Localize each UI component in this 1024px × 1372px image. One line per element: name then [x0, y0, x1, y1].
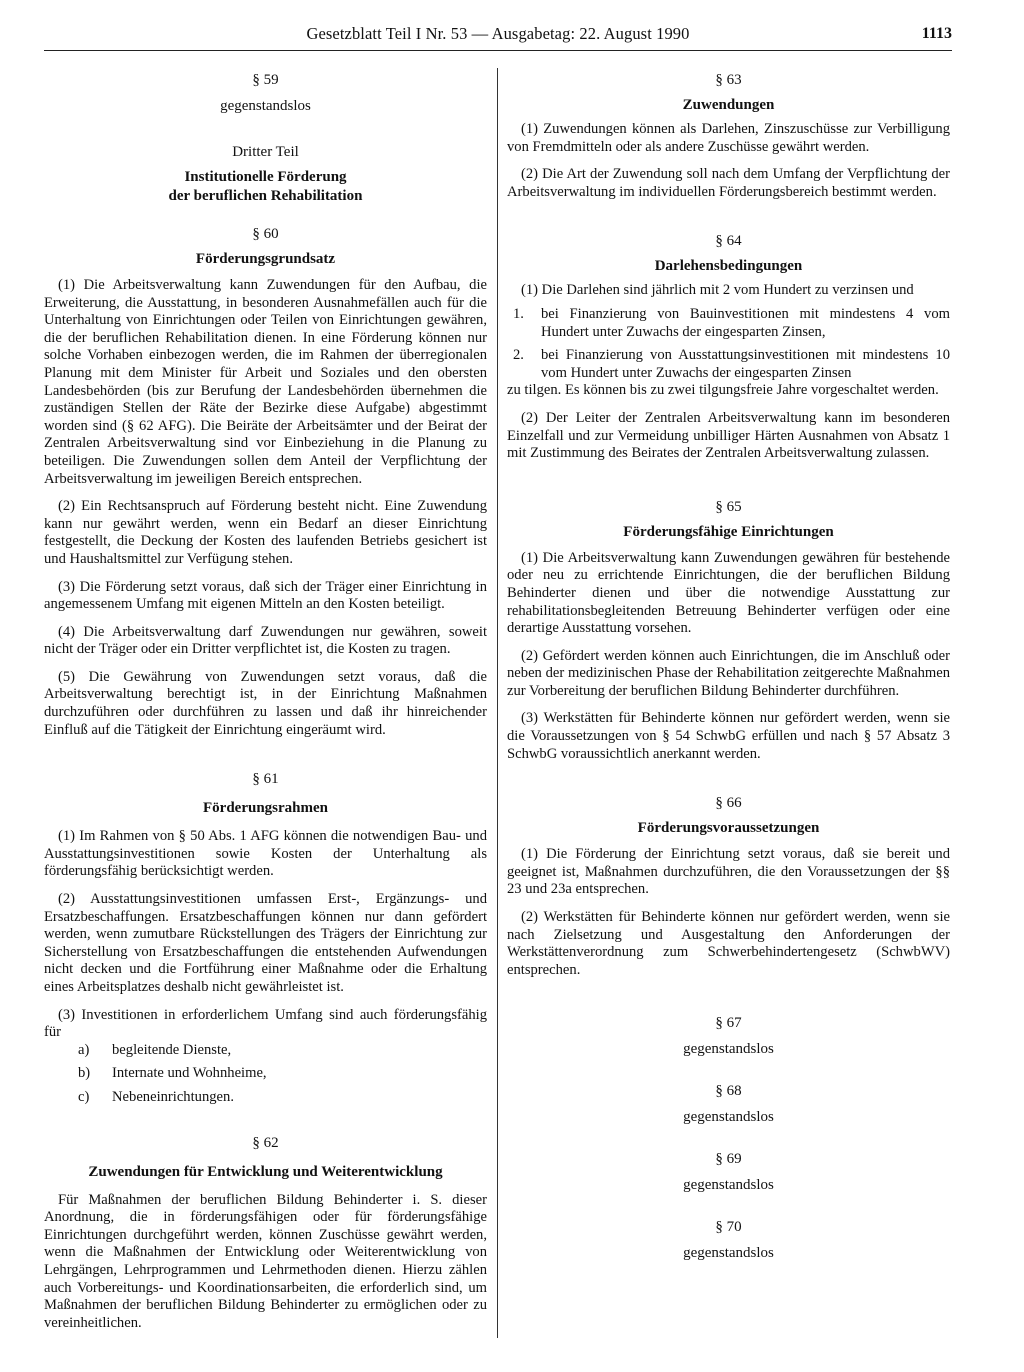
section-61-list [44, 1042, 487, 1107]
list-item-label: c) [78, 1088, 90, 1105]
section-63-number: § 63 [715, 72, 742, 88]
section-61-title: Förderungsrahmen [203, 800, 328, 817]
section-62-title: Zuwendungen für Entwicklung und Weiterentwicklung [88, 1163, 443, 1180]
header-title: Gesetzblatt Teil I Nr. 53 — Ausgabetag: 22. August 1990 [306, 24, 690, 43]
section-59-number: § 59 [252, 72, 279, 88]
list-item-label: a) [78, 1041, 90, 1058]
right-column [507, 70, 950, 1263]
section-68-text: gegenstandslos [683, 1109, 774, 1126]
section-65-para-1: (1) Die Arbeitsverwaltung kann Zuwendungen gewähren für bestehende oder neu zu errichtende Einrichtungen, die der beruflichen Bildung Behinderter dienen und über die notwendige Ausstattung zur rehabilitationsbegleitenden Betreuung Behinderter verfügen oder eine derartige Ausstattung vorsehen. [507, 549, 950, 637]
section-60-para-2: (2) Ein Rechtsanspruch auf Förderung besteht nicht. Eine Zuwendung kann nur gewährt werden, wenn ein Bedarf an dieser Einrichtung festgestellt, die Deckung der Kosten des laufenden Betriebs gesichert ist und Haushaltsmittel zur Verfügung stehen. [44, 498, 487, 567]
section-59-text: gegenstandslos [220, 98, 311, 114]
list-item-text: begleitende Dienste, [112, 1041, 232, 1058]
section-63-para-2: (2) Die Art der Zuwendung soll nach dem Umfang der Verpflichtung der Arbeitsverwaltung im individuellen Förderungsbereich bestimmt werden. [507, 166, 950, 200]
section-60-title: Förderungsgrundsatz [195, 251, 336, 267]
left-column [44, 70, 487, 1332]
section-69-text: gegenstandslos [683, 1177, 774, 1194]
section-65-para-3: (3) Werkstätten für Behinderte können nur gefördert werden, wenn sie die Voraussetzungen von § 54 SchwbG erfüllen und nach § 57 Absatz 3 SchwbG voraussichtlich anerkannt werden. [507, 710, 950, 762]
section-67-number: § 67 [715, 1015, 742, 1032]
section-61-para-2: (2) Ausstattungsinvestitionen umfassen Erst-, Ergänzungs- und Ersatzbeschaffungen. Ersatzbeschaffungen können nur dann gefördert werden, wenn zumutbare Rückstellungen des Trägers der Einrichtung zur Sicherstellung von Ersatzbeschaffungen die entstehenden Aufwendungen nicht decken und die Fortführung einer Maßnahme oder die Erhaltung eines Arbeitsplatzes deshalb nicht gewährleistet ist. [44, 891, 487, 995]
section-61-para-1: (1) Im Rahmen von § 50 Abs. 1 AFG können die notwendigen Bau- und Ausstattungsinvestitionen sowie Kosten der Unterhaltung als förderungsfähig berücksichtigt werden. [44, 828, 487, 880]
section-64-para-1: (1) Die Darlehen sind jährlich mit 2 vom Hundert zu verzinsen und [521, 282, 914, 299]
list-item-text: Internate und Wohnheime, [112, 1065, 267, 1082]
section-65-number: § 65 [715, 498, 742, 515]
part-name: Dritter Teil [232, 144, 299, 160]
section-60-para-5: (5) Die Gewährung von Zuwendungen setzt voraus, daß die Arbeitsverwaltung berechtigt ist, in der Einrichtung Maßnahmen durchzuführen oder durchführen zu lassen und daß ihr hinreichender Einfluß auf die Tätigkeit der Einrichtung eingeräumt wird. [44, 668, 487, 738]
section-61-number: § 61 [252, 771, 279, 788]
section-64-para-2: (2) Der Leiter der Zentralen Arbeitsverwaltung kann im besonderen Einzelfall und zur Vermeidung unbilliger Härten Ausnahmen von Absatz 1 mit Zustimmung des Beirates der Zentralen Arbeitsverwaltung zulassen. [507, 409, 950, 462]
list-item-label: 2. [513, 347, 524, 364]
section-68-number: § 68 [715, 1083, 742, 1100]
part-title-line2: der beruflichen Rehabilitation [168, 188, 363, 204]
section-67-text: gegenstandslos [683, 1041, 774, 1058]
section-63-title: Zuwendungen [682, 97, 775, 113]
section-66-title: Förderungsvoraussetzungen [637, 820, 820, 837]
part-title-line1: Institutionelle Förderung [184, 169, 347, 185]
section-64-para-1-end: zu tilgen. Es können bis zu zwei tilgungsfreie Jahre vorgeschaltet werden. [507, 382, 939, 399]
list-item-text: bei Finanzierung von Bauinvestitionen mit mindestens 4 vom Hundert unter Zuwachs der eingesparten Zinsen, [541, 305, 950, 340]
section-66-number: § 66 [715, 795, 742, 812]
list-item [507, 306, 950, 341]
list-item [44, 1065, 487, 1083]
list-item [44, 1089, 487, 1107]
list-item-text: Nebeneinrichtungen. [112, 1088, 234, 1105]
section-65-title: Förderungsfähige Einrichtungen [623, 523, 834, 540]
section-69-number: § 69 [715, 1151, 742, 1168]
column-divider [497, 68, 498, 1338]
section-62-para-1: Für Maßnahmen der beruflichen Bildung Behinderter i. S. dieser Anordnung, die in förderungsfähigen oder für förderungsfähige Einrichtungen durchgeführt werden, können Zuschüsse gewährt werden, wenn die Maßnahmen der Entwicklung oder Weiterentwicklung von Lehrgängen, Lehrprogrammen und Lehrmethoden dienen. Hierzu zählen auch Vorbereitungs- und Koordinationsarbeiten, die erforderlich sind, um Maßnahmen der beruflichen Bildung Behinderter zu ermöglichen oder zu vereinheitlichen. [44, 1191, 487, 1331]
section-64-title: Darlehensbedingungen [654, 258, 803, 275]
section-64-list [507, 306, 950, 382]
section-60-number: § 60 [252, 226, 279, 242]
list-item-label: 1. [513, 305, 524, 322]
list-item [44, 1042, 487, 1060]
page-number: 1113 [921, 25, 952, 42]
section-61-para-3: (3) Investitionen in erforderlichem Umfang sind auch förderungsfähig für [44, 1006, 487, 1041]
section-63-para-1: (1) Zuwendungen können als Darlehen, Zinszuschüsse zur Verbilligung von Fremdmitteln oder als andere Zuschüsse gewährt werden. [507, 121, 950, 155]
list-item-label: b) [78, 1065, 91, 1082]
list-item [507, 347, 950, 382]
section-66-para-1: (1) Die Förderung der Einrichtung setzt voraus, daß sie bereit und geeignet ist, Maßnahmen durchzuführen, die den Voraussetzungen der §§ 23 und 23a entsprechen. [507, 846, 950, 898]
section-65-para-2: (2) Gefördert werden können auch Einrichtungen, die im Anschluß oder neben der medizinischen Phase der Rehabilitation zeitgerechte Maßnahmen zur Vorbereitung der beruflichen Bildung Behinderter durchführen. [507, 647, 950, 699]
section-60-para-3: (3) Die Förderung setzt voraus, daß sich der Träger einer Einrichtung in angemessenem Umfang mit eigenen Mitteln an den Kosten beteiligt. [44, 578, 487, 613]
section-66-para-2: (2) Werkstätten für Behinderte können nur gefördert werden, wenn sie nach Zielsetzung und Ausgestaltung den Anforderungen der Werkstättenverordnung zum Schwerbehindertengesetz (SchwbWV) entsprechen. [507, 909, 950, 978]
list-item-text: bei Finanzierung von Ausstattungsinvestitionen mit mindestens 10 vom Hundert unter Zuwachs der eingesparten Zinsen [541, 347, 950, 381]
section-70-number: § 70 [715, 1219, 742, 1236]
section-64-number: § 64 [715, 233, 742, 250]
section-60-para-1: (1) Die Arbeitsverwaltung kann Zuwendungen für den Aufbau, die Erweiterung, die Ausstattung, in besonderen Ausnahmefällen auch für die Unterhaltung von Einrichtungen oder Teilen von Einrichtungen gewähren, die der beruflichen Rehabilitation dienen. In eine Förderung können nur solche Vorhaben einbezogen werden, die im Rahmen der überregionalen Planung mit dem Minister für Arbeit und Soziales und den obersten Landesbehörden (bis zur Berufung der Landesbehörden übernehmen die zuständigen Stellen der Räte der Bezirke diese Aufgabe) abgestimmt worden sind (§ 62 AFG). Die Beiräte der Arbeitsämter und der Beirat der Zentralen Arbeitsverwaltung sind vor Einbeziehung in die Planung zu beteiligen. Die Zuwendungen sollen dem Anteil der Verpflichtung der Arbeitsverwaltung im jeweiligen Bereich entsprechen. [44, 277, 487, 487]
page-header [44, 20, 952, 51]
section-60-para-4: (4) Die Arbeitsverwaltung darf Zuwendungen nur gewähren, soweit nicht der Träger oder ein Dritter verpflichtet ist, die Kosten zu tragen. [44, 623, 487, 658]
section-70-text: gegenstandslos [683, 1245, 774, 1262]
section-62-number: § 62 [252, 1134, 279, 1151]
